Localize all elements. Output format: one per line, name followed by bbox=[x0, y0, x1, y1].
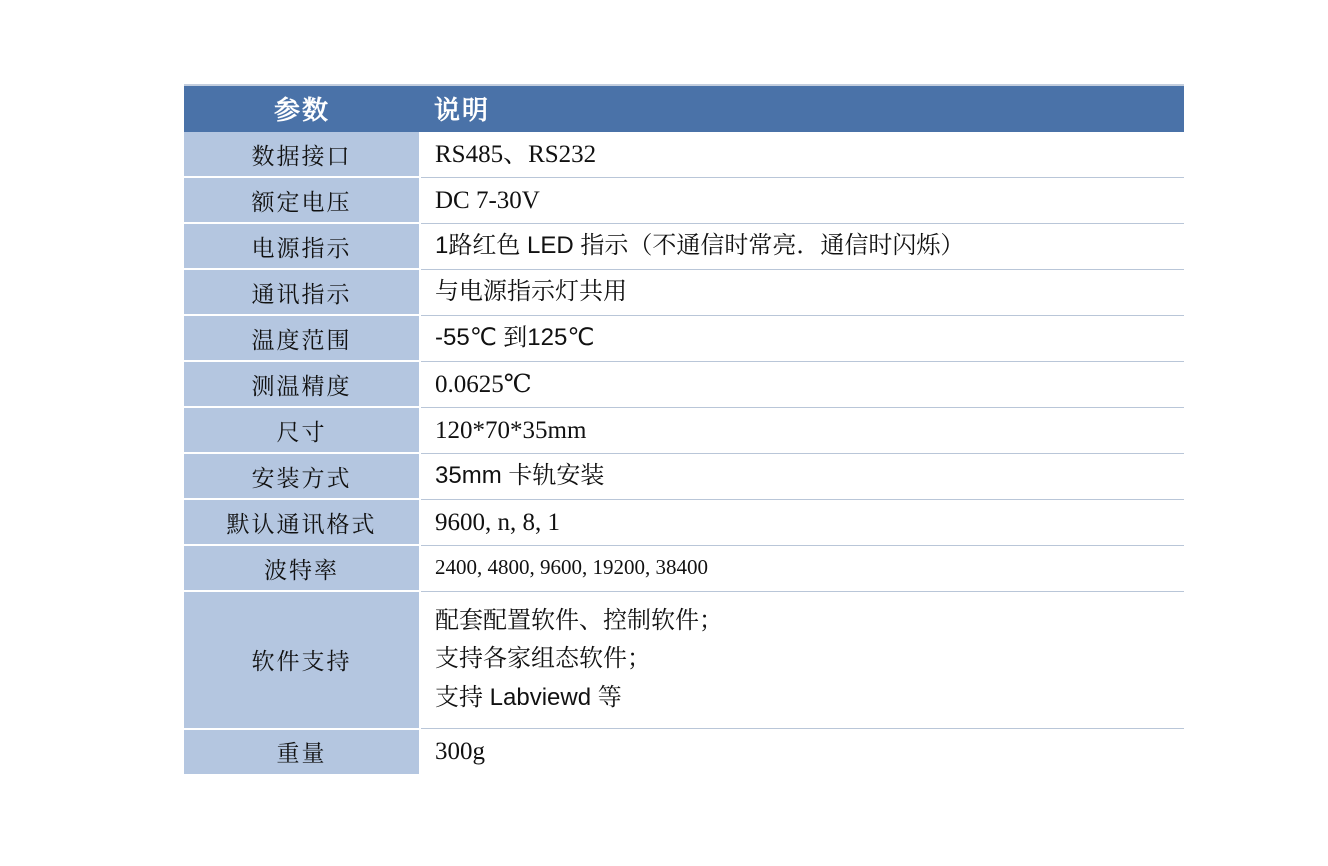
desc-cell: 2400, 4800, 9600, 19200, 38400 bbox=[420, 545, 1184, 591]
table-row bbox=[184, 177, 1184, 223]
specification-table bbox=[184, 84, 1184, 774]
desc-cell bbox=[420, 591, 1184, 729]
table-row bbox=[184, 361, 1184, 407]
desc-cell: DC 7-30V bbox=[420, 177, 1184, 223]
param-cell: 测温精度 bbox=[184, 361, 420, 407]
desc-line: 支持各家组态软件； bbox=[435, 645, 651, 673]
param-cell: 电源指示 bbox=[184, 223, 420, 269]
param-cell: 通讯指示 bbox=[184, 269, 420, 315]
param-cell: 额定电压 bbox=[184, 177, 420, 223]
param-cell: 安装方式 bbox=[184, 453, 420, 499]
desc-cell: 1路红色 LED 指示（不通信时常亮．通信时闪烁） bbox=[420, 223, 1184, 269]
param-cell: 尺寸 bbox=[184, 407, 420, 453]
table-header-row bbox=[184, 84, 1184, 132]
desc-line: 配套配置软件、控制软件； bbox=[435, 606, 723, 634]
desc-cell: 120*70*35mm bbox=[420, 407, 1184, 453]
desc-cell: -55℃ 到125℃ bbox=[420, 315, 1184, 361]
table-row bbox=[184, 132, 1184, 177]
table-row bbox=[184, 315, 1184, 361]
table-row bbox=[184, 223, 1184, 269]
desc-line: 支持 Labviewd 等 bbox=[435, 684, 622, 712]
table-row bbox=[184, 407, 1184, 453]
table-row bbox=[184, 729, 1184, 774]
desc-cell: 35mm 卡轨安装 bbox=[420, 453, 1184, 499]
table-row bbox=[184, 591, 1184, 729]
table-row bbox=[184, 453, 1184, 499]
desc-cell: 与电源指示灯共用 bbox=[420, 269, 1184, 315]
param-cell: 温度范围 bbox=[184, 315, 420, 361]
param-cell: 重量 bbox=[184, 729, 420, 774]
column-header-parameter: 参数 bbox=[184, 84, 420, 132]
desc-cell: 300g bbox=[420, 729, 1184, 774]
param-cell: 数据接口 bbox=[184, 132, 420, 177]
desc-cell: 0.0625℃ bbox=[420, 361, 1184, 407]
table-row bbox=[184, 545, 1184, 591]
desc-cell: RS485、RS232 bbox=[420, 132, 1184, 177]
param-cell: 软件支持 bbox=[184, 591, 420, 729]
table-row bbox=[184, 499, 1184, 545]
param-cell: 波特率 bbox=[184, 545, 420, 591]
column-header-description: 说明 bbox=[420, 84, 1184, 132]
table-row bbox=[184, 269, 1184, 315]
desc-cell: 9600, n, 8, 1 bbox=[420, 499, 1184, 545]
param-cell: 默认通讯格式 bbox=[184, 499, 420, 545]
table-body bbox=[184, 132, 1184, 774]
